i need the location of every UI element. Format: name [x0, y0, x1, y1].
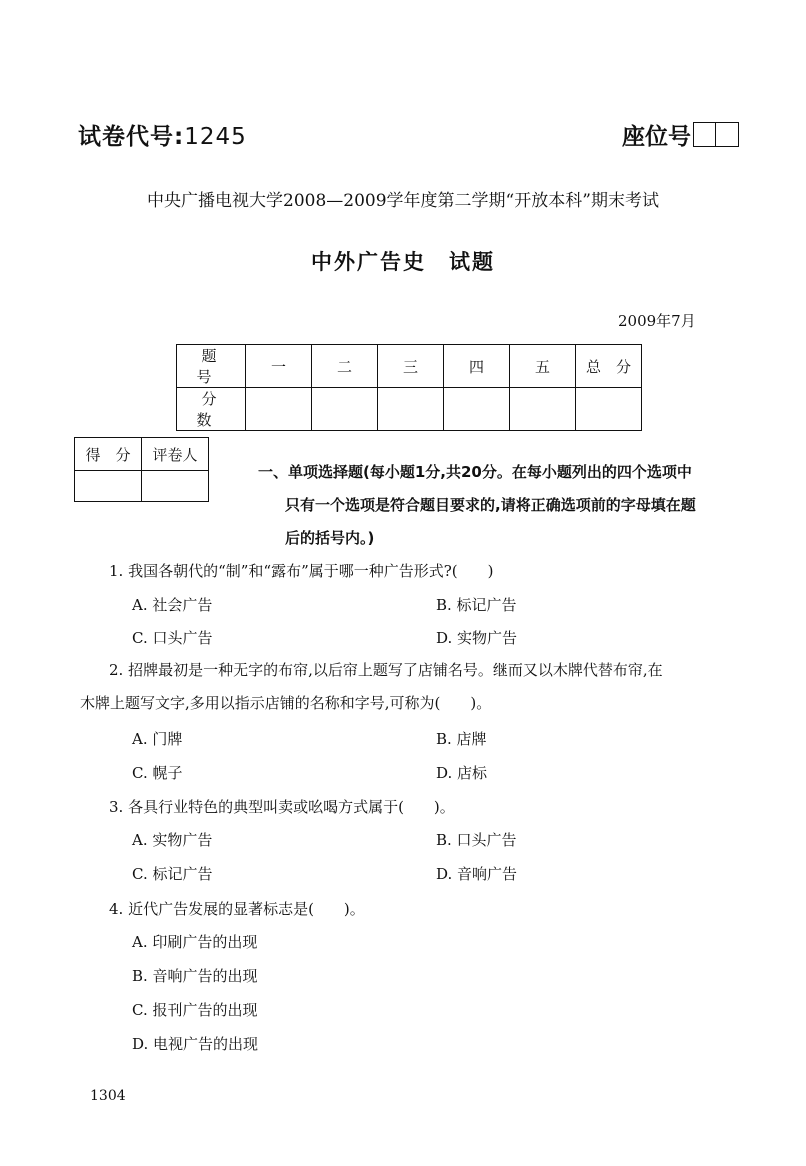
option[interactable]: C. 幌子 — [132, 764, 183, 782]
exam-subtitle: 中央广播电视大学2008—2009学年度第二学期“开放本科”期末考试 — [147, 191, 659, 211]
score-table-header-cell: 总 分 — [576, 345, 642, 388]
question-4: 4. 近代广告发展的显著标志是( )。 — [109, 900, 365, 918]
score-table-header-cell: 四 — [444, 345, 510, 388]
grader-table-header-row — [75, 438, 209, 471]
score-cell[interactable] — [312, 388, 378, 431]
page-number: 1304 — [90, 1088, 126, 1104]
score-table-header-row — [177, 345, 642, 388]
section-line: 一、单项选择题(每小题1分,共20分。在每小题列出的四个选项中 — [258, 463, 692, 481]
section-instructions — [258, 456, 758, 555]
option[interactable]: D. 店标 — [436, 764, 488, 782]
score-table-header-cell: 三 — [378, 345, 444, 388]
score-table-header-cell: 题 号 — [177, 345, 246, 388]
option[interactable]: B. 口头广告 — [436, 831, 517, 849]
option[interactable]: A. 社会广告 — [132, 596, 213, 614]
question-1: 1. 我国各朝代的“制”和“露布”属于哪一种广告形式?( ) — [109, 562, 494, 580]
score-table — [176, 344, 642, 431]
score-table-score-row — [177, 388, 642, 431]
option[interactable]: B. 店牌 — [436, 730, 487, 748]
option[interactable]: D. 音响广告 — [436, 865, 518, 883]
exam-code-label: 试卷代号: — [78, 124, 185, 150]
grader-table — [74, 437, 209, 502]
score-table-header-cell: 二 — [312, 345, 378, 388]
option[interactable]: B. 音响广告的出现 — [132, 967, 258, 985]
question-2 — [80, 654, 770, 720]
score-table-header-cell: 一 — [246, 345, 312, 388]
option[interactable]: D. 实物广告 — [436, 629, 518, 647]
grader-score-label: 得 分 — [75, 438, 142, 471]
score-cell[interactable] — [378, 388, 444, 431]
exam-title: 中外广告史 试题 — [311, 250, 495, 274]
option[interactable]: C. 口头广告 — [132, 629, 213, 647]
score-cell[interactable] — [576, 388, 642, 431]
score-table-header-cell: 五 — [510, 345, 576, 388]
section-line: 只有一个选项是符合题目要求的,请将正确选项前的字母填在题 — [285, 496, 696, 514]
question-2-line: 2. 招牌最初是一种无字的布帘,以后帘上题写了店铺名号。继而又以木牌代替布帘,在 — [109, 661, 663, 679]
seat-number-boxes — [693, 122, 739, 147]
seat-box[interactable] — [693, 122, 716, 147]
seat-number — [622, 118, 739, 151]
grader-name-label: 评卷人 — [142, 438, 209, 471]
seat-box[interactable] — [716, 122, 739, 147]
option[interactable]: D. 电视广告的出现 — [132, 1035, 259, 1053]
score-cell[interactable] — [510, 388, 576, 431]
grader-score-cell[interactable] — [75, 471, 142, 502]
grader-name-cell[interactable] — [142, 471, 209, 502]
option[interactable]: A. 门牌 — [132, 730, 183, 748]
score-cell[interactable] — [444, 388, 510, 431]
section-line: 后的括号内。) — [285, 529, 375, 547]
option[interactable]: C. 报刊广告的出现 — [132, 1001, 258, 1019]
exam-date: 2009年7月 — [618, 312, 696, 330]
score-table-row-label: 分 数 — [177, 388, 246, 431]
option[interactable]: A. 印刷广告的出现 — [132, 933, 258, 951]
option[interactable]: C. 标记广告 — [132, 865, 213, 883]
option[interactable]: A. 实物广告 — [132, 831, 213, 849]
exam-code — [78, 118, 247, 151]
seat-number-label: 座位号 — [622, 124, 691, 150]
exam-code-number: 1245 — [184, 124, 247, 150]
grader-table-body-row — [75, 471, 209, 502]
question-3: 3. 各具行业特色的典型叫卖或吆喝方式属于( )。 — [109, 798, 455, 816]
question-2-line: 木牌上题写文字,多用以指示店铺的名称和字号,可称为( )。 — [80, 694, 492, 712]
option[interactable]: B. 标记广告 — [436, 596, 517, 614]
